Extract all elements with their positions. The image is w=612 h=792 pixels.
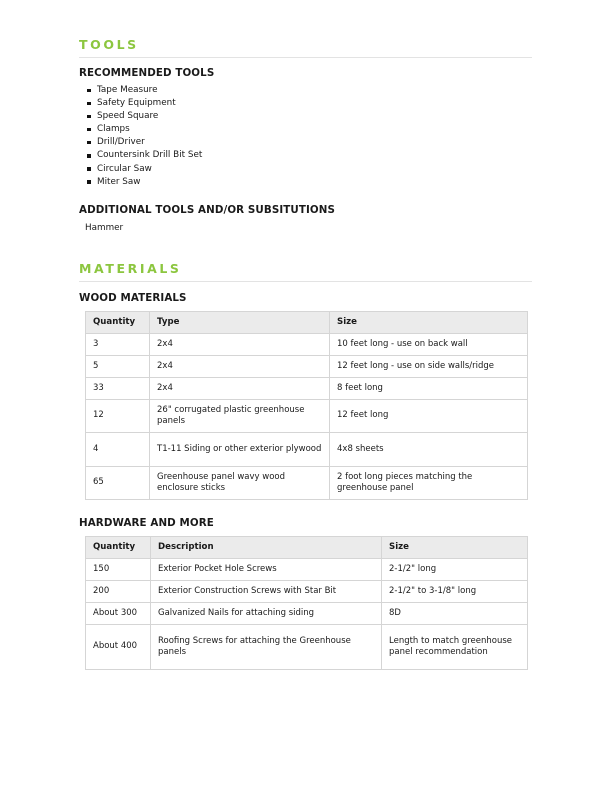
list-item: Countersink Drill Bit Set bbox=[79, 149, 202, 162]
table-cell: Length to match greenhouse panel recommendation bbox=[382, 625, 528, 670]
table-cell: 12 feet long - use on side walls/ridge bbox=[330, 356, 528, 378]
table-row bbox=[86, 559, 528, 581]
bullet-icon bbox=[87, 115, 91, 119]
table-cell: 26" corrugated plastic greenhouse panels bbox=[150, 400, 330, 433]
bullet-icon bbox=[87, 89, 91, 93]
table-cell: 12 bbox=[86, 400, 150, 433]
table-cell: About 400 bbox=[86, 625, 151, 670]
list-item: Safety Equipment bbox=[79, 97, 202, 110]
bullet-icon bbox=[87, 167, 91, 171]
bullet-icon bbox=[87, 141, 91, 145]
table-cell: 2-1/2" to 3-1/8" long bbox=[382, 581, 528, 603]
table-cell: 2x4 bbox=[150, 356, 330, 378]
column-header: Quantity bbox=[86, 537, 151, 559]
table-cell: About 300 bbox=[86, 603, 151, 625]
table-cell: 12 feet long bbox=[330, 400, 528, 433]
materials-section-title: MATERIALS bbox=[79, 261, 182, 276]
table-cell: T1-11 Siding or other exterior plywood bbox=[150, 433, 330, 467]
table-row bbox=[86, 625, 528, 670]
wood-materials-table bbox=[85, 311, 528, 500]
table-cell: 150 bbox=[86, 559, 151, 581]
table-cell: 5 bbox=[86, 356, 150, 378]
table-cell: 3 bbox=[86, 334, 150, 356]
additional-tools-text: Hammer bbox=[85, 223, 124, 233]
tools-section-title: TOOLS bbox=[79, 37, 139, 52]
hardware-heading: HARDWARE AND MORE bbox=[79, 517, 214, 529]
table-row bbox=[86, 603, 528, 625]
recommended-tools-list bbox=[79, 84, 202, 189]
table-cell: 8D bbox=[382, 603, 528, 625]
table-cell: Galvanized Nails for attaching siding bbox=[151, 603, 382, 625]
column-header: Size bbox=[330, 312, 528, 334]
wood-materials-heading: WOOD MATERIALS bbox=[79, 292, 187, 304]
list-item: Circular Saw bbox=[79, 163, 202, 176]
table-cell: Roofing Screws for attaching the Greenhouse panels bbox=[151, 625, 382, 670]
bullet-icon bbox=[87, 154, 91, 158]
table-header-row bbox=[86, 537, 528, 559]
additional-tools-heading: ADDITIONAL TOOLS AND/OR SUBSITUTIONS bbox=[79, 204, 335, 216]
materials-divider bbox=[79, 281, 532, 282]
list-item: Miter Saw bbox=[79, 176, 202, 189]
table-cell: 8 feet long bbox=[330, 378, 528, 400]
hardware-table bbox=[85, 536, 528, 670]
column-header: Type bbox=[150, 312, 330, 334]
table-row bbox=[86, 467, 528, 500]
tools-divider bbox=[79, 57, 532, 58]
table-row bbox=[86, 356, 528, 378]
table-cell: 2x4 bbox=[150, 334, 330, 356]
list-item: Clamps bbox=[79, 123, 202, 136]
recommended-tools-heading: RECOMMENDED TOOLS bbox=[79, 67, 215, 79]
table-cell: 2-1/2" long bbox=[382, 559, 528, 581]
table-cell: 10 feet long - use on back wall bbox=[330, 334, 528, 356]
table-cell: 4x8 sheets bbox=[330, 433, 528, 467]
column-header: Size bbox=[382, 537, 528, 559]
table-row bbox=[86, 581, 528, 603]
bullet-icon bbox=[87, 102, 91, 106]
table-row bbox=[86, 400, 528, 433]
table-cell: Exterior Construction Screws with Star Bit bbox=[151, 581, 382, 603]
column-header: Quantity bbox=[86, 312, 150, 334]
table-cell: 65 bbox=[86, 467, 150, 500]
table-cell: 4 bbox=[86, 433, 150, 467]
table-row bbox=[86, 433, 528, 467]
table-cell: 33 bbox=[86, 378, 150, 400]
table-cell: 2x4 bbox=[150, 378, 330, 400]
table-header-row bbox=[86, 312, 528, 334]
table-row bbox=[86, 378, 528, 400]
table-cell: Greenhouse panel wavy wood enclosure sticks bbox=[150, 467, 330, 500]
table-cell: 200 bbox=[86, 581, 151, 603]
table-row bbox=[86, 334, 528, 356]
column-header: Description bbox=[151, 537, 382, 559]
bullet-icon bbox=[87, 180, 91, 184]
list-item: Tape Measure bbox=[79, 84, 202, 97]
table-cell: 2 foot long pieces matching the greenhouse panel bbox=[330, 467, 528, 500]
list-item: Speed Square bbox=[79, 110, 202, 123]
table-cell: Exterior Pocket Hole Screws bbox=[151, 559, 382, 581]
list-item: Drill/Driver bbox=[79, 136, 202, 149]
bullet-icon bbox=[87, 128, 91, 132]
